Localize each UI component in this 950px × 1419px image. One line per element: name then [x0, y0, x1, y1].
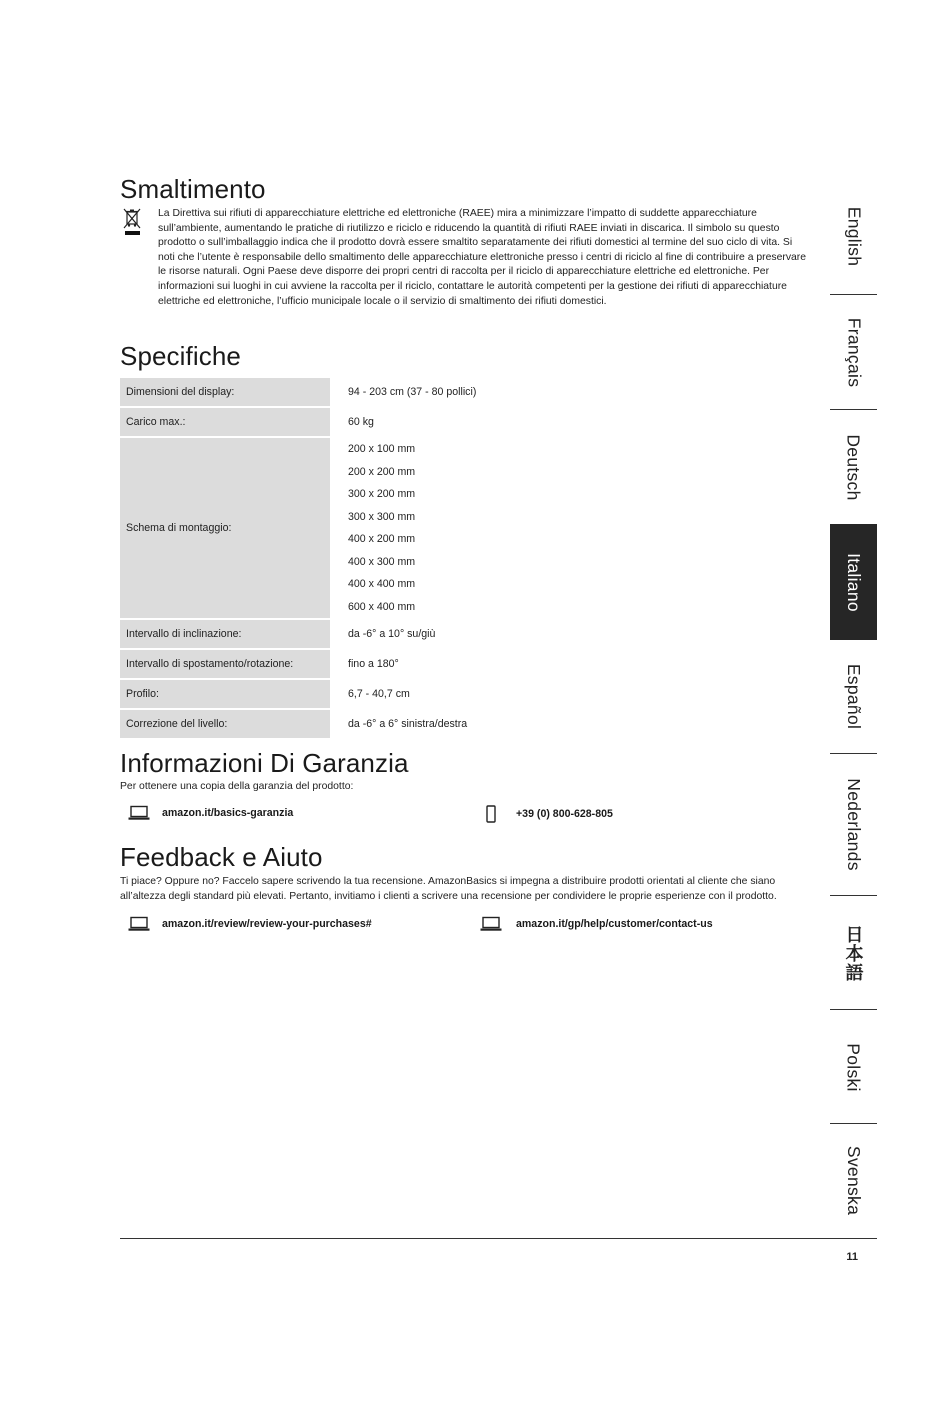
specs-table	[120, 376, 654, 740]
page-number: 11	[846, 1251, 858, 1263]
warranty-section	[120, 748, 810, 829]
disposal-text: La Direttiva sui rifiuti di apparecchiature elettriche ed elettroniche (RAEE) mira a minimizzare l’impatto di suddette apparecchiature sull’ambiente, aumentando le pratiche di riutilizzo e riciclo e riducendo la quantità di rifiuti RAEE inviati in discarica. Il simbolo su questo prodotto o sull’imballaggio indica che il prodotto dovrà essere smaltito separatamente dei rifiuti domestici al termine del suo ciclo di vita. Si noti che l’utente è responsabile dello smaltimento delle apparecchiature elettroniche presso i centri di riciclo al fine di contribuire a preservare le risorse naturali. Ogni Paese deve disporre dei propri centri di raccolta per il riciclo di apparecchiature elettriche ed elettroniche. Per informazioni sui luoghi in cui avviene la raccolta per il riciclo, contattare le autorità competenti per la gestione dei rifiuti di apparecchiature elettriche ed elettroniche, l’ufficio municipale locale o il servizio di smaltimento dei rifiuti domestici.	[158, 208, 807, 307]
tab-separator	[830, 409, 877, 410]
spec-label: Carico max.:	[120, 408, 342, 436]
laptop-icon	[480, 916, 516, 932]
footer-rule	[120, 1238, 877, 1239]
warranty-phone-text[interactable]: +39 (0) 800-628-805	[516, 807, 613, 820]
spec-row	[120, 378, 654, 406]
feedback-title: Feedback e Aiuto	[120, 842, 323, 872]
mounting-pattern: 600 x 400 mm	[348, 600, 416, 613]
tab-separator	[830, 1009, 877, 1010]
tab-separator	[830, 753, 877, 754]
mounting-pattern: 300 x 200 mm	[348, 488, 416, 500]
spec-value: fino a 180°	[348, 658, 399, 670]
spec-label: Intervallo di inclinazione:	[120, 620, 342, 648]
laptop-icon	[128, 916, 162, 932]
warranty-phone[interactable]	[485, 805, 613, 823]
mounting-pattern: 200 x 200 mm	[348, 465, 416, 478]
review-link-text[interactable]: amazon.it/review/review-your-purchases#	[162, 918, 372, 931]
mounting-pattern: 400 x 200 mm	[348, 533, 416, 545]
spec-row	[120, 620, 654, 648]
spec-label: Correzione del livello:	[120, 710, 342, 738]
review-link[interactable]	[128, 916, 372, 932]
warranty-link-text[interactable]: amazon.it/basics-garanzia	[162, 806, 294, 819]
weee-crossed-bin-icon	[120, 207, 158, 309]
spec-row-mounting	[120, 438, 654, 618]
spec-label: Schema di montaggio:	[120, 438, 342, 618]
mounting-pattern: 200 x 100 mm	[348, 443, 416, 455]
mounting-pattern: 400 x 400 mm	[348, 578, 416, 590]
warranty-link[interactable]	[128, 805, 293, 821]
spec-row	[120, 408, 654, 436]
contact-link-text[interactable]: amazon.it/gp/help/customer/contact-us	[516, 918, 713, 931]
disposal-title: Smaltimento	[120, 174, 266, 204]
disposal-section	[120, 174, 810, 309]
phone-icon	[485, 805, 516, 823]
spec-row	[120, 680, 654, 708]
spec-value: da -6° a 6° sinistra/destra	[348, 718, 468, 730]
specs-section	[120, 341, 810, 740]
spec-label: Dimensioni del display:	[120, 378, 342, 406]
tab-polski[interactable]: Polski	[844, 1042, 865, 1092]
tab-separator	[830, 895, 877, 896]
spec-row	[120, 650, 654, 678]
tab-italiano[interactable]: Italiano	[830, 524, 877, 640]
mounting-pattern: 300 x 300 mm	[348, 510, 416, 523]
laptop-icon	[128, 805, 162, 821]
mounting-pattern-list	[342, 438, 654, 618]
spec-value: 94 - 203 cm (37 - 80 pollici)	[348, 386, 477, 398]
tab-espanol[interactable]: Español	[844, 663, 864, 730]
tab-nederlands[interactable]: Nederlands	[844, 778, 864, 871]
spec-label: Intervallo di spostamento/rotazione:	[120, 650, 342, 678]
contact-link[interactable]	[480, 916, 713, 932]
tab-separator	[830, 294, 877, 295]
tab-deutsch[interactable]: Deutsch	[844, 434, 864, 501]
tab-separator	[830, 1123, 877, 1124]
spec-row	[120, 710, 654, 738]
spec-label: Profilo:	[120, 680, 342, 708]
feedback-section	[120, 842, 810, 940]
spec-value: 6,7 - 40,7 cm	[348, 688, 410, 700]
tab-svenska[interactable]: Svenska	[844, 1145, 865, 1215]
feedback-text: Ti piace? Oppure no? Faccelo sapere scrivendo la tua recensione. AmazonBasics si impegna a distribuire prodotti orientati al cliente che siano all’altezza degli standard più elevati. Pertanto, invitiamo i clienti a scrivere una recensione per condividere le proprie esperienze con il prodotto.	[120, 876, 777, 902]
tab-francais[interactable]: Français	[844, 317, 865, 387]
spec-value: 60 kg	[348, 416, 374, 428]
warranty-title: Informazioni Di Garanzia	[120, 748, 409, 778]
tab-japanese[interactable]: 日本語	[843, 924, 864, 982]
warranty-text: Per ottenere una copia della garanzia del prodotto:	[120, 781, 354, 792]
tab-english[interactable]: English	[844, 206, 864, 266]
spec-value: da -6° a 10° su/giù	[348, 628, 436, 640]
specs-title: Specifiche	[120, 341, 241, 371]
mounting-pattern: 400 x 300 mm	[348, 555, 416, 568]
